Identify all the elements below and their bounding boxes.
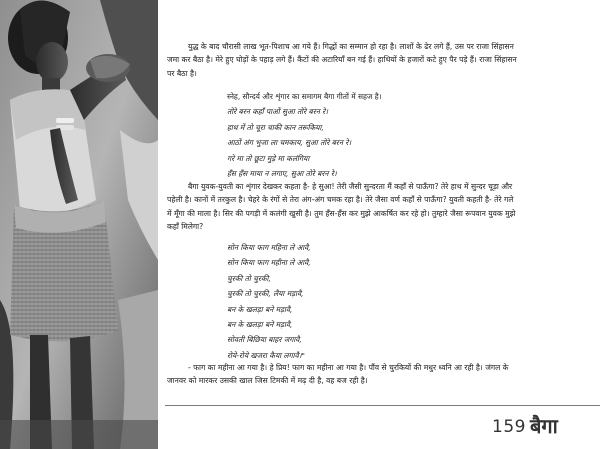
body-text xyxy=(167,40,593,80)
footer-rule xyxy=(165,405,600,406)
verse-line: बन के खलड़ा बने मड़ावै, xyxy=(227,304,293,314)
verse-line: रोये-रोये खजरा कैया लगावै।" xyxy=(227,350,305,360)
text-line: युद्ध के बाद चौरासी लाख भूत-पिशाच आ गये हैं। गिद्धों का सम्मान हो रहा है। लाशों के ढेर लगे हैं, उस पर राजा सिंहासन xyxy=(188,42,514,51)
text-line: जानवर को मारकर उसकी खाल जिस टिमकी में मढ़ दी है, वह बज रही है। xyxy=(167,376,368,386)
text-line: में मूँगा की माला है। सिर की पगड़ी में कलंगी खुसी है। तुम हँस-हँस कर मुझे आकर्षित कर रहे हो। तुम्हारे जैसा रूपवान युवक मुझे xyxy=(167,208,516,218)
paragraph-phag-meaning xyxy=(167,361,593,388)
body-text-2 xyxy=(167,180,593,234)
verse-shringar xyxy=(227,89,381,181)
verse-line: सोन किया फाग महीना ले आवै, xyxy=(227,258,311,268)
verse-line: सोवती बिछिया बाहर जगावै, xyxy=(227,335,302,345)
verse-phag xyxy=(227,240,311,363)
text-line: कहाँ मिलेगा? xyxy=(167,222,204,232)
verse-line: हाथ में तो चूरा चाकी कान तरूकिया, xyxy=(227,122,324,132)
text-line: पहेली है। कानों में तरकुल है। चेहरे के रंगों से तेरा अंग-अंग चमक रहा है। तेरे जैसा वर्ण कहाँ से पाऊँगा? युवती कहती है- तेरे गले xyxy=(167,195,514,205)
verse-line: गरे मा तो छूटा मुड़े मा कलंगिया xyxy=(227,153,310,163)
verse-line: चुरकी तो चुरकी, लैया मड़ावै, xyxy=(227,289,304,299)
verse-line: हँस हँस माया न लगाए, सुआ तोरे बरन रे। xyxy=(227,169,337,179)
verse-line: आठों अंग भुजा ला चमकाय, सुआ तोरे बरन रे। xyxy=(227,138,352,148)
paragraph-youth-dialogue xyxy=(167,180,593,234)
verse-line: चुरकी तो चुरकी, xyxy=(227,273,271,283)
verse-intro-line: स्नेह, सौन्दर्य और शृंगार का समागम बैगा गीतों में सहज है। xyxy=(227,92,382,101)
verse-line: तोरे बरन कहाँ पाओं सुआ तोरे बरन रे। xyxy=(227,107,328,117)
verse-line: सोन किया फाग महिना ले आवै, xyxy=(227,243,311,252)
paragraph-war-aftermath xyxy=(167,40,593,80)
text-line: पर बैठा है। xyxy=(167,68,197,78)
verse-line: बन के खलड़ा बने मड़ावै, xyxy=(227,320,293,330)
text-line: जमा कर बैठा है। मेरे हुए घोड़ों के पहाड़ लगे हैं। कैंटों की अटारियाँ बन गई हैं। हाथियों के हजारों कटे हुए पैर पड़े हैं। राजा सिंहासन xyxy=(167,55,517,65)
text-line: बैगा युवक-युवती का शृंगार देखकर कहता है- हे सुआ! तेरी जैसी सुन्दरता मैं कहाँ से पाऊँगा? तेरे हाथ में सुन्दर चूड़ा और xyxy=(188,182,513,191)
page-number: 159 xyxy=(492,417,526,437)
photo-baiga-girl xyxy=(0,0,158,449)
body-text-3 xyxy=(167,361,593,388)
running-head: बैगा xyxy=(530,414,558,438)
text-line: - फाग का महीना आ गया है। हे प्रिय! फाग का महीना आ गया है। पौंव से चुरकियों की मधुर ध्वनि आ रही है। जंगल के xyxy=(188,363,509,372)
